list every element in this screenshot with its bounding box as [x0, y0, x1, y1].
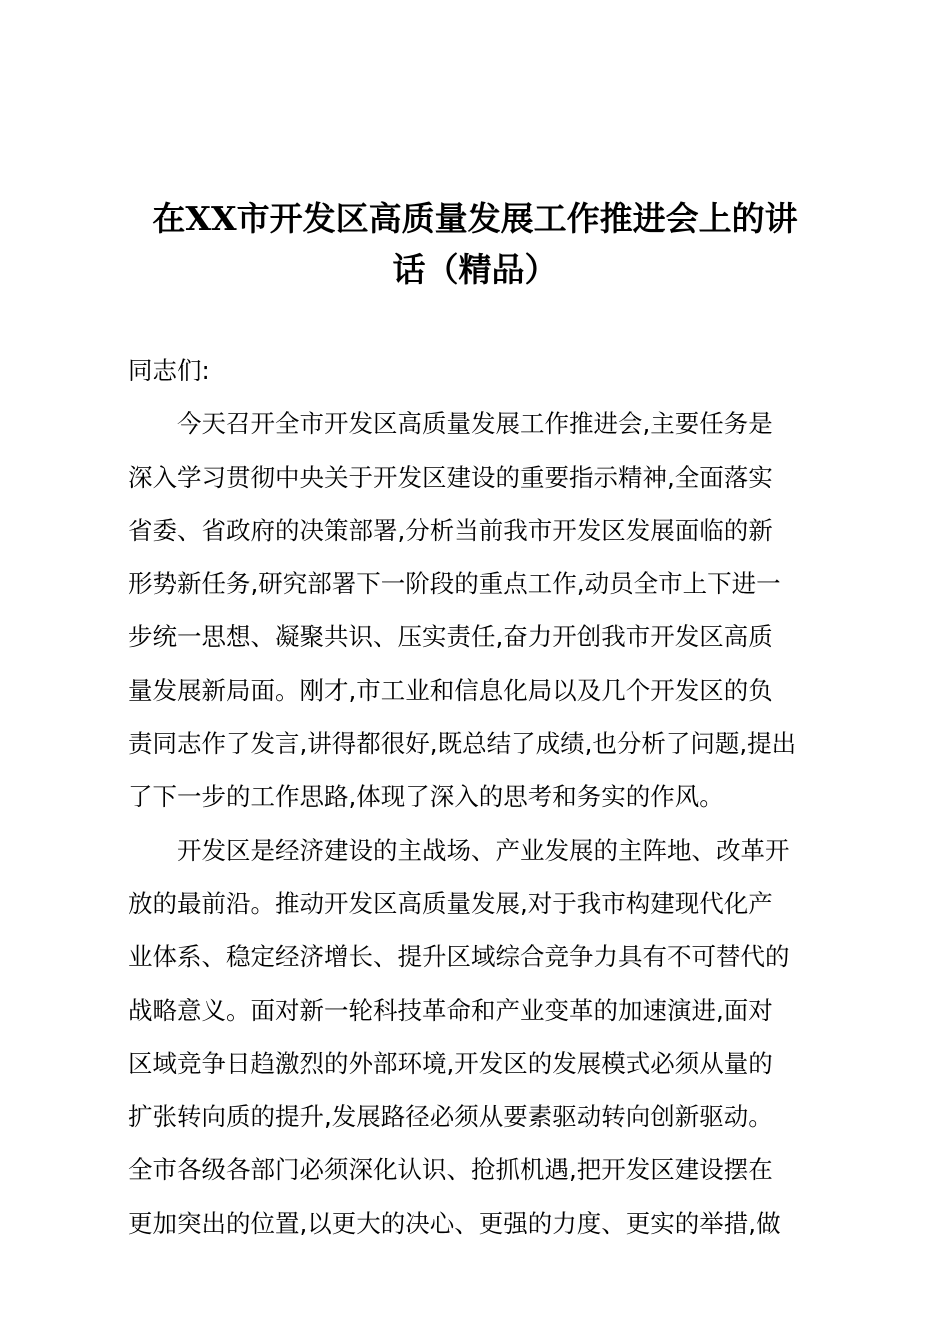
paragraph-line: 省委、省政府的决策部署,分析当前我市开发区发展面临的新 [128, 515, 773, 545]
paragraph-line: 开发区是经济建设的主战场、产业发展的主阵地、改革开 [177, 835, 790, 865]
paragraph-line: 深入学习贯彻中央关于开发区建设的重要指示精神,全面落实 [128, 462, 773, 492]
paragraph-line: 今天召开全市开发区高质量发展工作推进会,主要任务是 [177, 409, 773, 439]
paragraph-line: 了下一步的工作思路,体现了深入的思考和务实的作风。 [128, 782, 724, 812]
paragraph-1 [128, 397, 828, 823]
document-title [120, 193, 830, 295]
salutation: 同志们: [128, 356, 210, 385]
paragraph-line: 扩张转向质的提升,发展路径必须从要素驱动转向创新驱动。 [128, 1102, 773, 1132]
paragraph-line: 责同志作了发言,讲得都很好,既总结了成绩,也分析了问题,提出 [128, 729, 797, 759]
paragraph-line: 全市各级各部门必须深化认识、抢抓机遇,把开发区建设摆在 [128, 1155, 773, 1185]
paragraph-line: 更加突出的位置,以更大的决心、更强的力度、更实的举措,做 [128, 1208, 781, 1238]
paragraph-line: 量发展新局面。刚才,市工业和信息化局以及几个开发区的负 [128, 675, 773, 705]
paragraph-line: 放的最前沿。推动开发区高质量发展,对于我市构建现代化产 [128, 888, 773, 918]
paragraph-line: 形势新任务,研究部署下一阶段的重点工作,动员全市上下进一 [128, 569, 781, 599]
title-line: 在XX市开发区高质量发展工作推进会上的讲 [152, 199, 798, 238]
paragraph-line: 区域竞争日趋激烈的外部环境,开发区的发展模式必须从量的 [128, 1048, 773, 1078]
paragraph-line: 战略意义。面对新一轮科技革命和产业变革的加速演进,面对 [128, 995, 773, 1025]
paragraph-line: 业体系、稳定经济增长、提升区域综合竞争力具有不可替代的 [128, 942, 790, 972]
paragraph-line: 步统一思想、凝聚共识、压实责任,奋力开创我市开发区高质 [128, 622, 773, 652]
document-body [128, 344, 828, 1250]
title-line: 话（精品） [392, 250, 558, 289]
paragraph-2 [128, 824, 828, 1250]
